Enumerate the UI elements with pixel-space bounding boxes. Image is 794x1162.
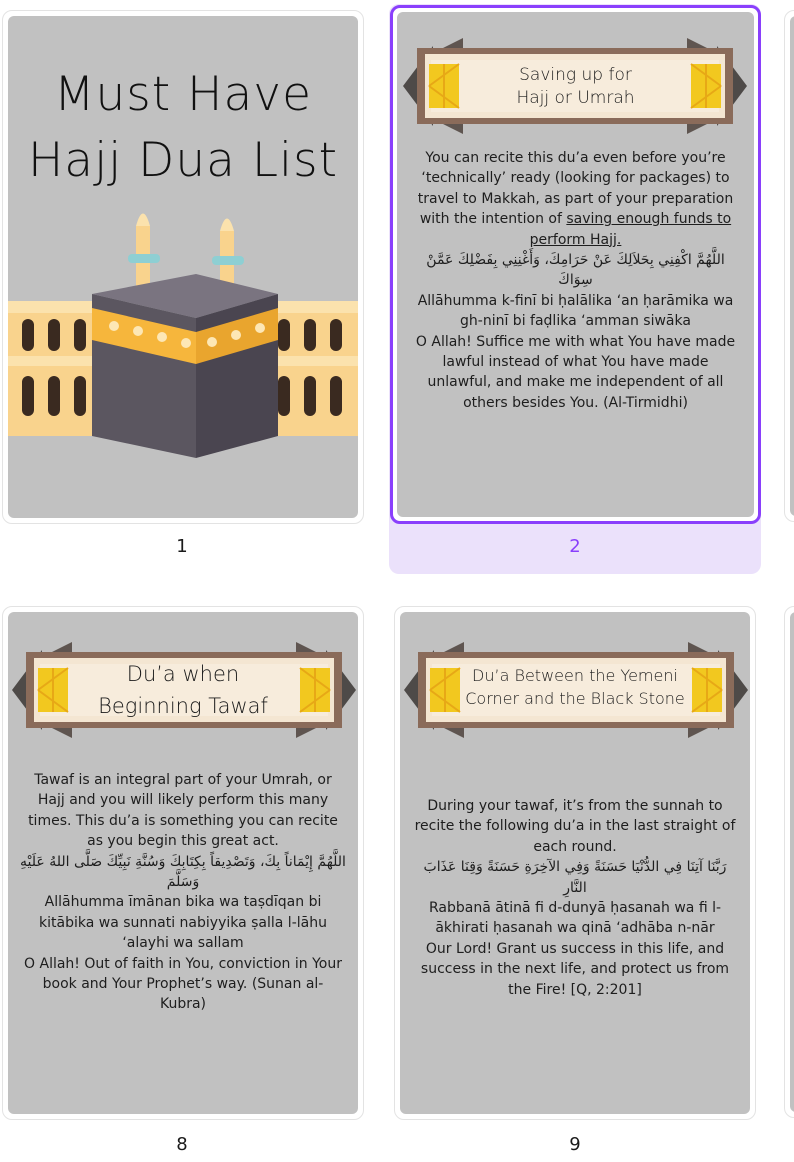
page-number-1: 1 — [176, 536, 188, 557]
page-canvas — [8, 612, 358, 1114]
kaaba-illustration — [8, 196, 358, 466]
intro-text — [409, 148, 742, 250]
page-thumbnail-partial[interactable] — [784, 10, 794, 522]
page-thumbnail-9[interactable] — [394, 606, 756, 1120]
transliteration: Rabbanā ātinā fi d-dunyā ḥasanah wa fi l-ākhirati ḥasanah wa qinā ‘adhāba n-nār — [428, 900, 722, 937]
arabic-dua: اللَّهُمَّ اكْفِنِي بِحَلاَلِكَ عَنْ حَرَامِكَ، وَأَغْنِنِي بِفَضْلِكَ عَمَّنْ سِوَاكَ — [426, 252, 725, 289]
page-thumbnail-8[interactable] — [2, 606, 364, 1120]
intro-underlined: saving enough funds to perform Hajj. — [529, 211, 732, 248]
page-number-8: 8 — [176, 1134, 188, 1155]
translation: O Allah! Out of faith in You, conviction in Your book and Your Prophet’s way. (Sunan al-Kubra) — [24, 955, 342, 1013]
arabic-dua: رَبَّنَا آتِنَا فِي الدُّنْيَا حَسَنَةً وَفِي الآخِرَةِ حَسَنَةً وَقِنَا عَذَابَ النَّارِ — [423, 859, 727, 896]
page-canvas — [400, 612, 750, 1114]
page-heading: Saving up for Hajj or Umrah — [516, 65, 635, 108]
intro-text: During your tawaf, it’s from the sunnah to recite the following du’a in the last straight of each round. — [414, 798, 736, 855]
intro-plain: You can recite this du’a even before you’re ‘technically’ ready (looking for packages) to travel to Makkah, as part of your preparation with the intention of — [417, 150, 734, 228]
page-body — [412, 796, 738, 1000]
page-thumbnail-1[interactable] — [2, 10, 364, 524]
transliteration: Allāhumma īmānan bika wa taṣdīqan bi kitābika wa sunnati nabiyyika ṣalla l-lāhu ‘alayhi wa sallam — [39, 894, 327, 952]
transliteration: Allāhumma k-finī bi ḥalālika ‘an ḥarāmika wa gh-ninī bi faḍlika ‘amman siwāka — [417, 292, 734, 330]
page-body — [409, 148, 742, 413]
translation: O Allah! Suffice me with what You have made lawful instead of what You have made unlawful, and make me independent of all others besides You. (Al-Tirmidhi) — [415, 333, 736, 411]
page-thumbnail-partial[interactable] — [784, 606, 794, 1118]
translation: Our Lord! Grant us success in this life, and success in the next life, and protect us from the Fire! [Q, 2:201] — [420, 940, 730, 998]
page-body — [20, 770, 346, 1015]
page-canvas — [8, 16, 358, 518]
page-number-2: 2 — [569, 536, 581, 557]
page-number-9: 9 — [569, 1134, 581, 1155]
intro-text: Tawaf is an integral part of your Umrah, or Hajj and you will likely perform this many times. This du’a is something you can recite as you begin this great act. — [28, 772, 338, 850]
cover-title: Must Have Hajj Dua List — [27, 67, 339, 188]
arabic-dua: اللَّهُمَّ إِيْمَاناً بِكَ، وَتَصْدِيقاً بِكِتَابِكَ وَسُنَّةِ نَبِيِّكَ صَلَّى اللهُ عَلَيْهِ وَسَلَّمَ — [20, 853, 346, 891]
page-heading: Du’a when Beginning Tawaf — [98, 662, 268, 718]
page-thumbnail-2[interactable] — [390, 5, 761, 524]
page-heading: Du’a Between the Yemeni Corner and the Black Stone — [465, 666, 685, 708]
page-canvas — [397, 12, 754, 517]
